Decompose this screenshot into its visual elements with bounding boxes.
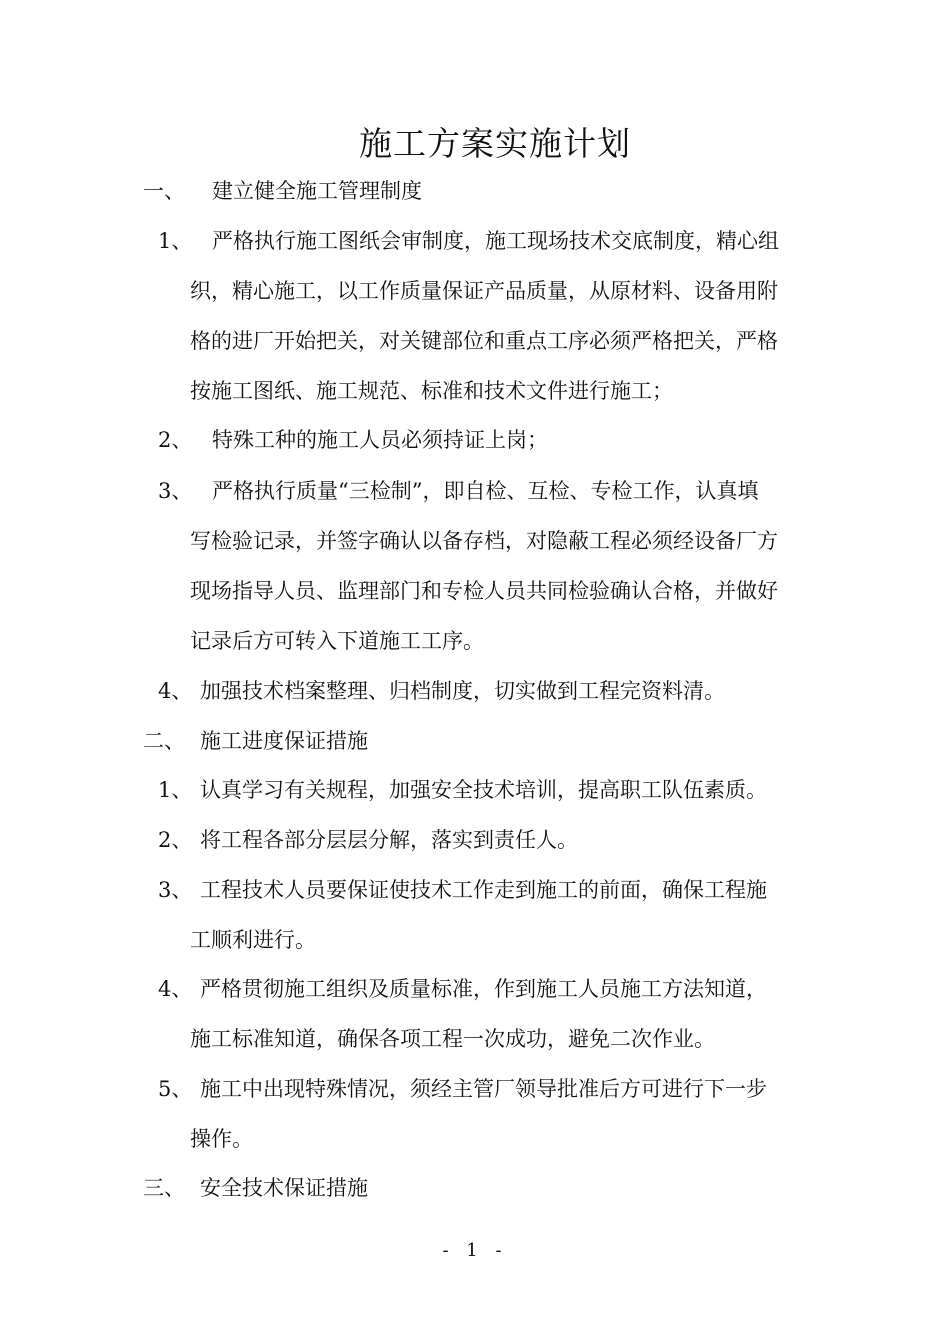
item-line: 严格执行质量“三检制”，即自检、互检、专检工作，认真填 [212,479,759,503]
item-line: 织，精心施工，以工作质量保证产品质量，从原材料、设备用附 [190,279,778,303]
item-line: 格的进厂开始把关，对关键部位和重点工序必须严格把关，严格 [190,329,778,353]
section-heading: 施工进度保证措施 [200,729,368,753]
item-marker: 2、 [158,828,193,852]
item-line: 施工中出现特殊情况，须经主管厂领导批准后方可进行下一步 [200,1077,767,1101]
item-line: 工顺利进行。 [190,928,316,952]
item-line: 认真学习有关规程，加强安全技术培训，提高职工队伍素质。 [200,778,767,802]
item-marker: 5、 [158,1077,193,1101]
item-line: 加强技术档案整理、归档制度，切实做到工程完资料清。 [200,679,725,703]
item-marker: 3、 [158,479,193,503]
page-number: - 1 - [442,1240,508,1261]
item-line: 严格执行施工图纸会审制度，施工现场技术交底制度，精心组 [212,229,779,253]
item-line: 严格贯彻施工组织及质量标准，作到施工人员施工方法知道， [200,977,767,1001]
item-marker: 2、 [158,428,193,452]
item-marker: 1、 [158,229,193,253]
section-marker: 三、 [143,1176,185,1200]
section-heading: 建立健全施工管理制度 [212,179,422,203]
item-line: 写检验记录，并签字确认以备存档，对隐蔽工程必须经设备厂方 [190,529,778,553]
section-heading: 安全技术保证措施 [200,1176,368,1200]
section-marker: 二、 [143,729,185,753]
item-line: 记录后方可转入下道施工工序。 [190,629,484,653]
item-line: 将工程各部分层层分解，落实到责任人。 [200,828,578,852]
section-marker: 一、 [143,179,185,203]
item-line: 操作。 [190,1127,253,1151]
item-marker: 4、 [158,977,193,1001]
item-line: 特殊工种的施工人员必须持证上岗； [212,428,548,452]
item-marker: 3、 [158,878,193,902]
item-marker: 4、 [158,679,193,703]
item-line: 工程技术人员要保证使技术工作走到施工的前面，确保工程施 [200,878,767,902]
item-marker: 1、 [158,778,193,802]
item-line: 施工标准知道，确保各项工程一次成功，避免二次作业。 [190,1027,715,1051]
page-title: 施工方案实施计划 [359,124,631,163]
item-line: 现场指导人员、监理部门和专检人员共同检验确认合格，并做好 [190,579,778,603]
item-line: 按施工图纸、施工规范、标准和技术文件进行施工； [190,379,673,403]
